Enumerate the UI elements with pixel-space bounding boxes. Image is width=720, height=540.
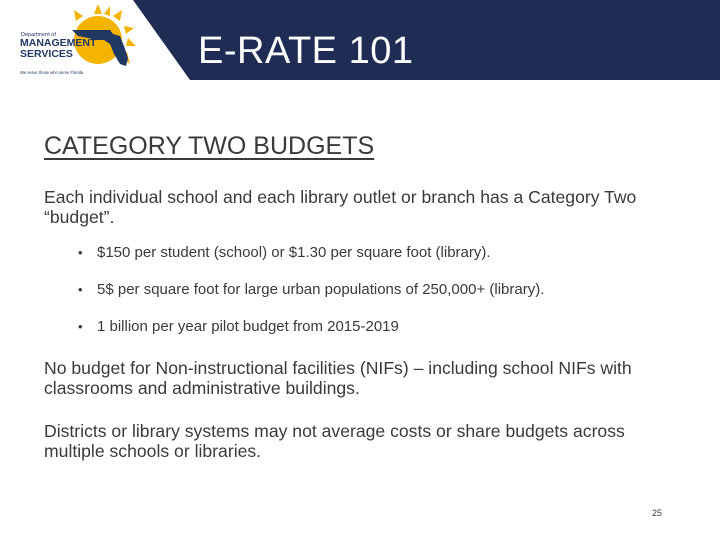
header-bar [0, 0, 720, 80]
logo-org-line1: MANAGEMENT [20, 37, 97, 49]
logo-department-of: Department of [21, 32, 56, 38]
bullet-item: • 5$ per square foot for large urban populations of 250,000+ (library). [78, 280, 678, 300]
page-number: 25 [652, 508, 663, 518]
intro-paragraph: Each individual school and each library outlet or branch has a Category Two “budget”. [44, 187, 637, 227]
nif-paragraph: No budget for Non-instructional facilities (NIFs) – including school NIFs with classrooms and administrative buildings. [44, 358, 632, 398]
logo-org-name [20, 38, 96, 59]
slide-title: E-RATE 101 [198, 30, 414, 72]
bullet-item: • 1 billion per year pilot budget from 2015-2019 [78, 317, 678, 337]
logo-org-line2: SERVICES [20, 47, 73, 60]
section-title: CATEGORY TWO BUDGETS [44, 132, 375, 160]
logo-tagline: We serve those who serve Florida [20, 70, 84, 75]
bullet-item: • $150 per student (school) or $1.30 per square foot (library). [78, 243, 678, 263]
bullet-list [78, 243, 678, 337]
averaging-paragraph: Districts or library systems may not average costs or share budgets across multiple schools or libraries. [44, 421, 625, 461]
